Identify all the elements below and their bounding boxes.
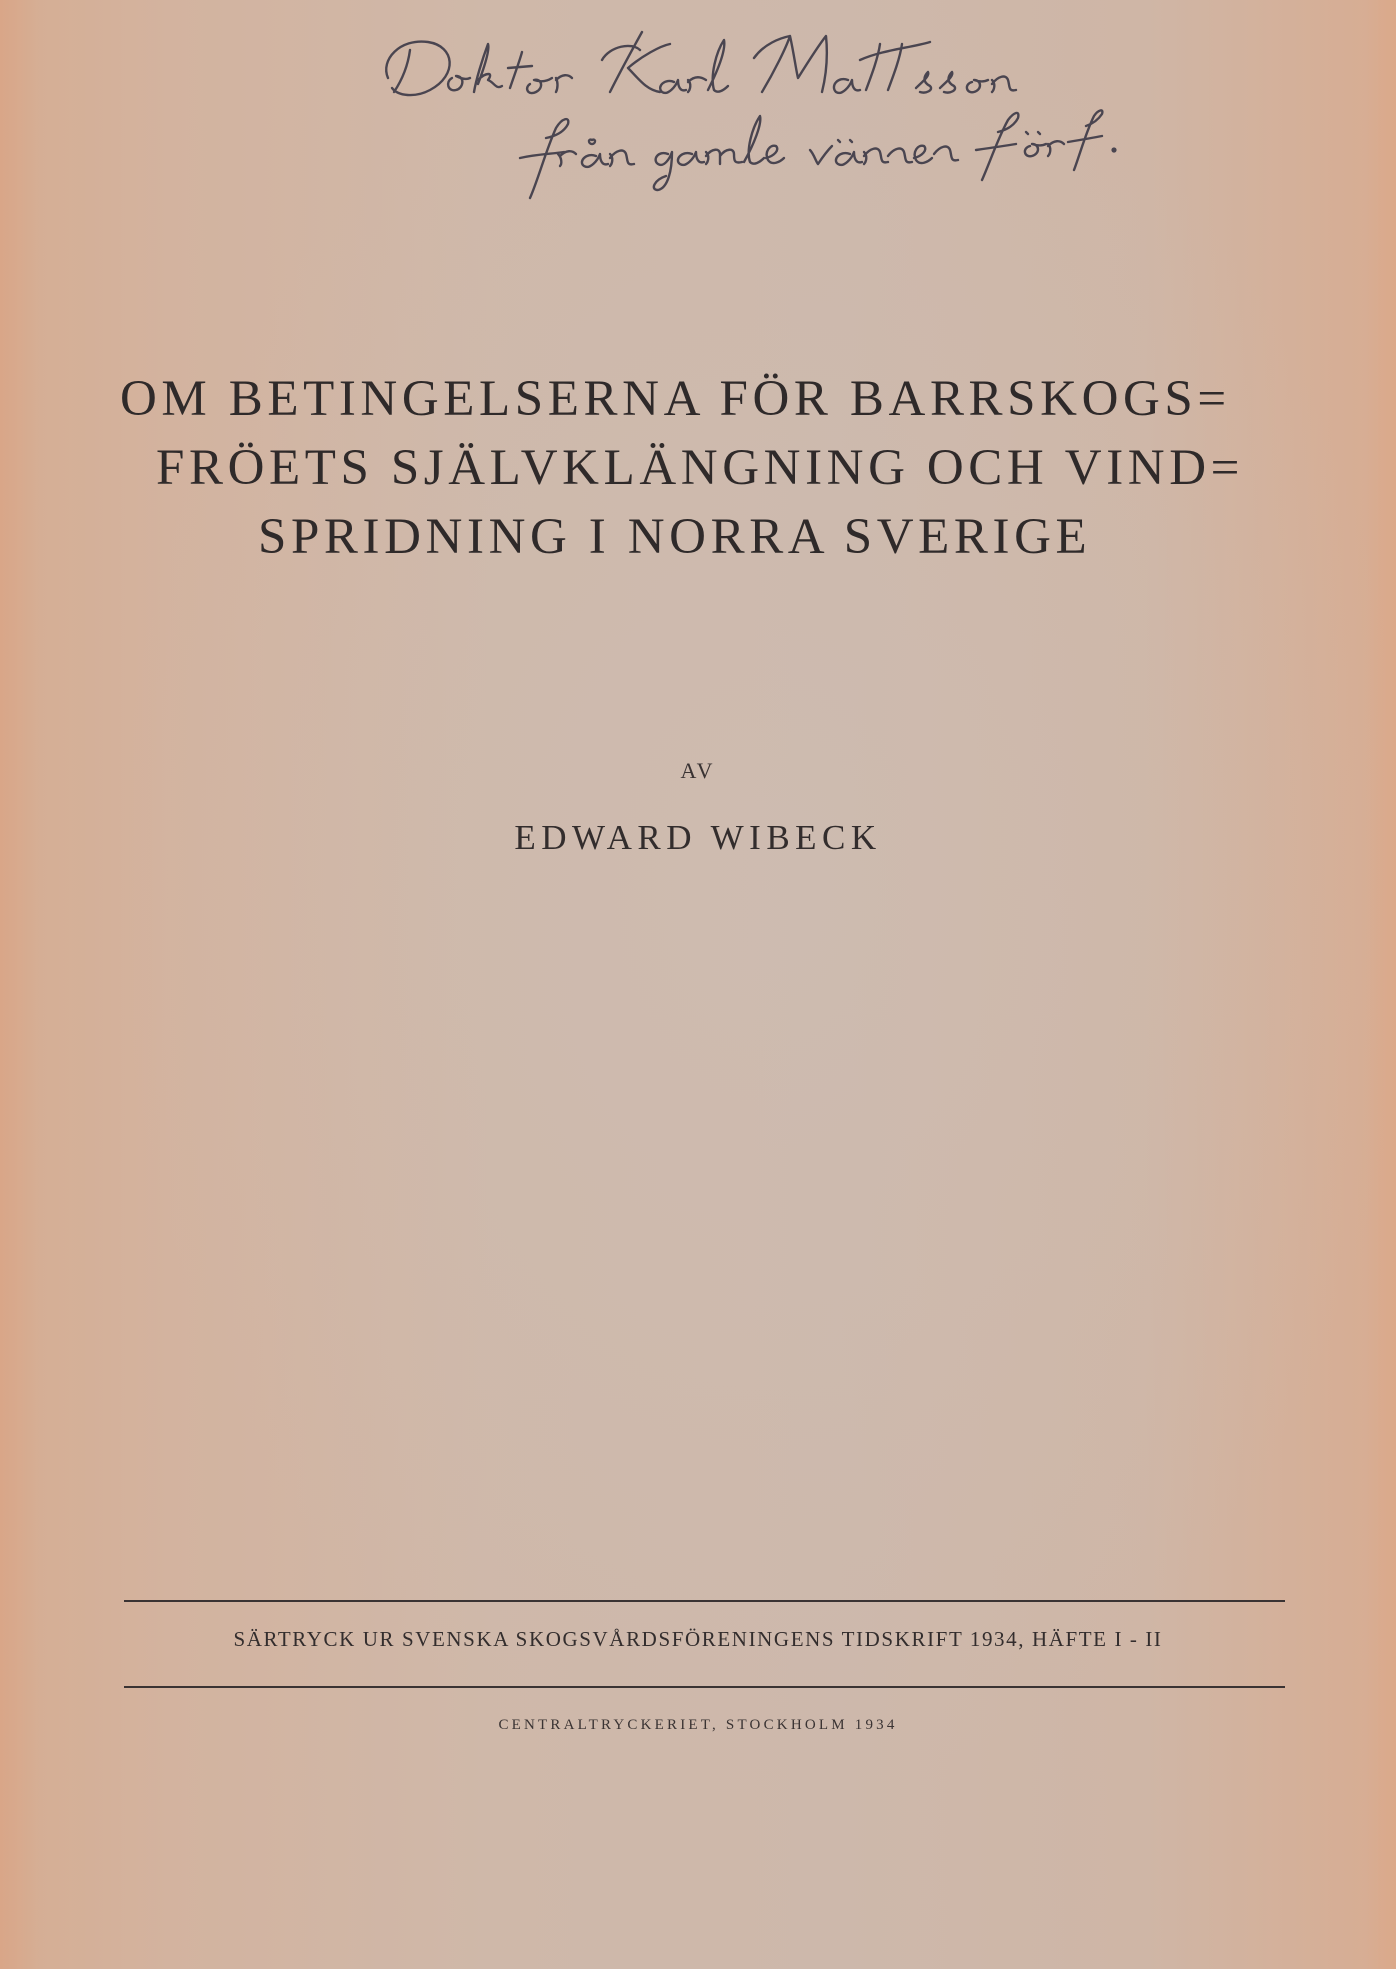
reprint-note: SÄRTRYCK UR SVENSKA SKOGSVÅRDSFÖRENINGENS TIDSKRIFT 1934, HÄFTE I - II	[233, 1627, 1163, 1651]
inscription-line-2	[520, 110, 1117, 198]
handwritten-inscription	[370, 20, 1290, 210]
byline: AV	[680, 758, 716, 783]
divider-bottom	[124, 1686, 1285, 1688]
printer-imprint: CENTRALTRYCKERIET, STOCKHOLM 1934	[498, 1717, 898, 1733]
document-title	[100, 365, 1320, 572]
author-name: EDWARD WIBECK	[514, 818, 882, 857]
title-line-1: OM BETINGELSERNA FÖR BARRSKOGS=	[120, 371, 1231, 427]
divider-top	[124, 1600, 1285, 1602]
paper-edge-shading	[0, 0, 40, 1969]
title-line-2: FRÖETS SJÄLVKLÄNGNING OCH VIND=	[156, 440, 1245, 496]
paper-edge-shading	[1366, 0, 1396, 1969]
inscription-line-1	[386, 32, 1016, 95]
title-line-3: SPRIDNING I NORRA SVERIGE	[258, 509, 1092, 565]
